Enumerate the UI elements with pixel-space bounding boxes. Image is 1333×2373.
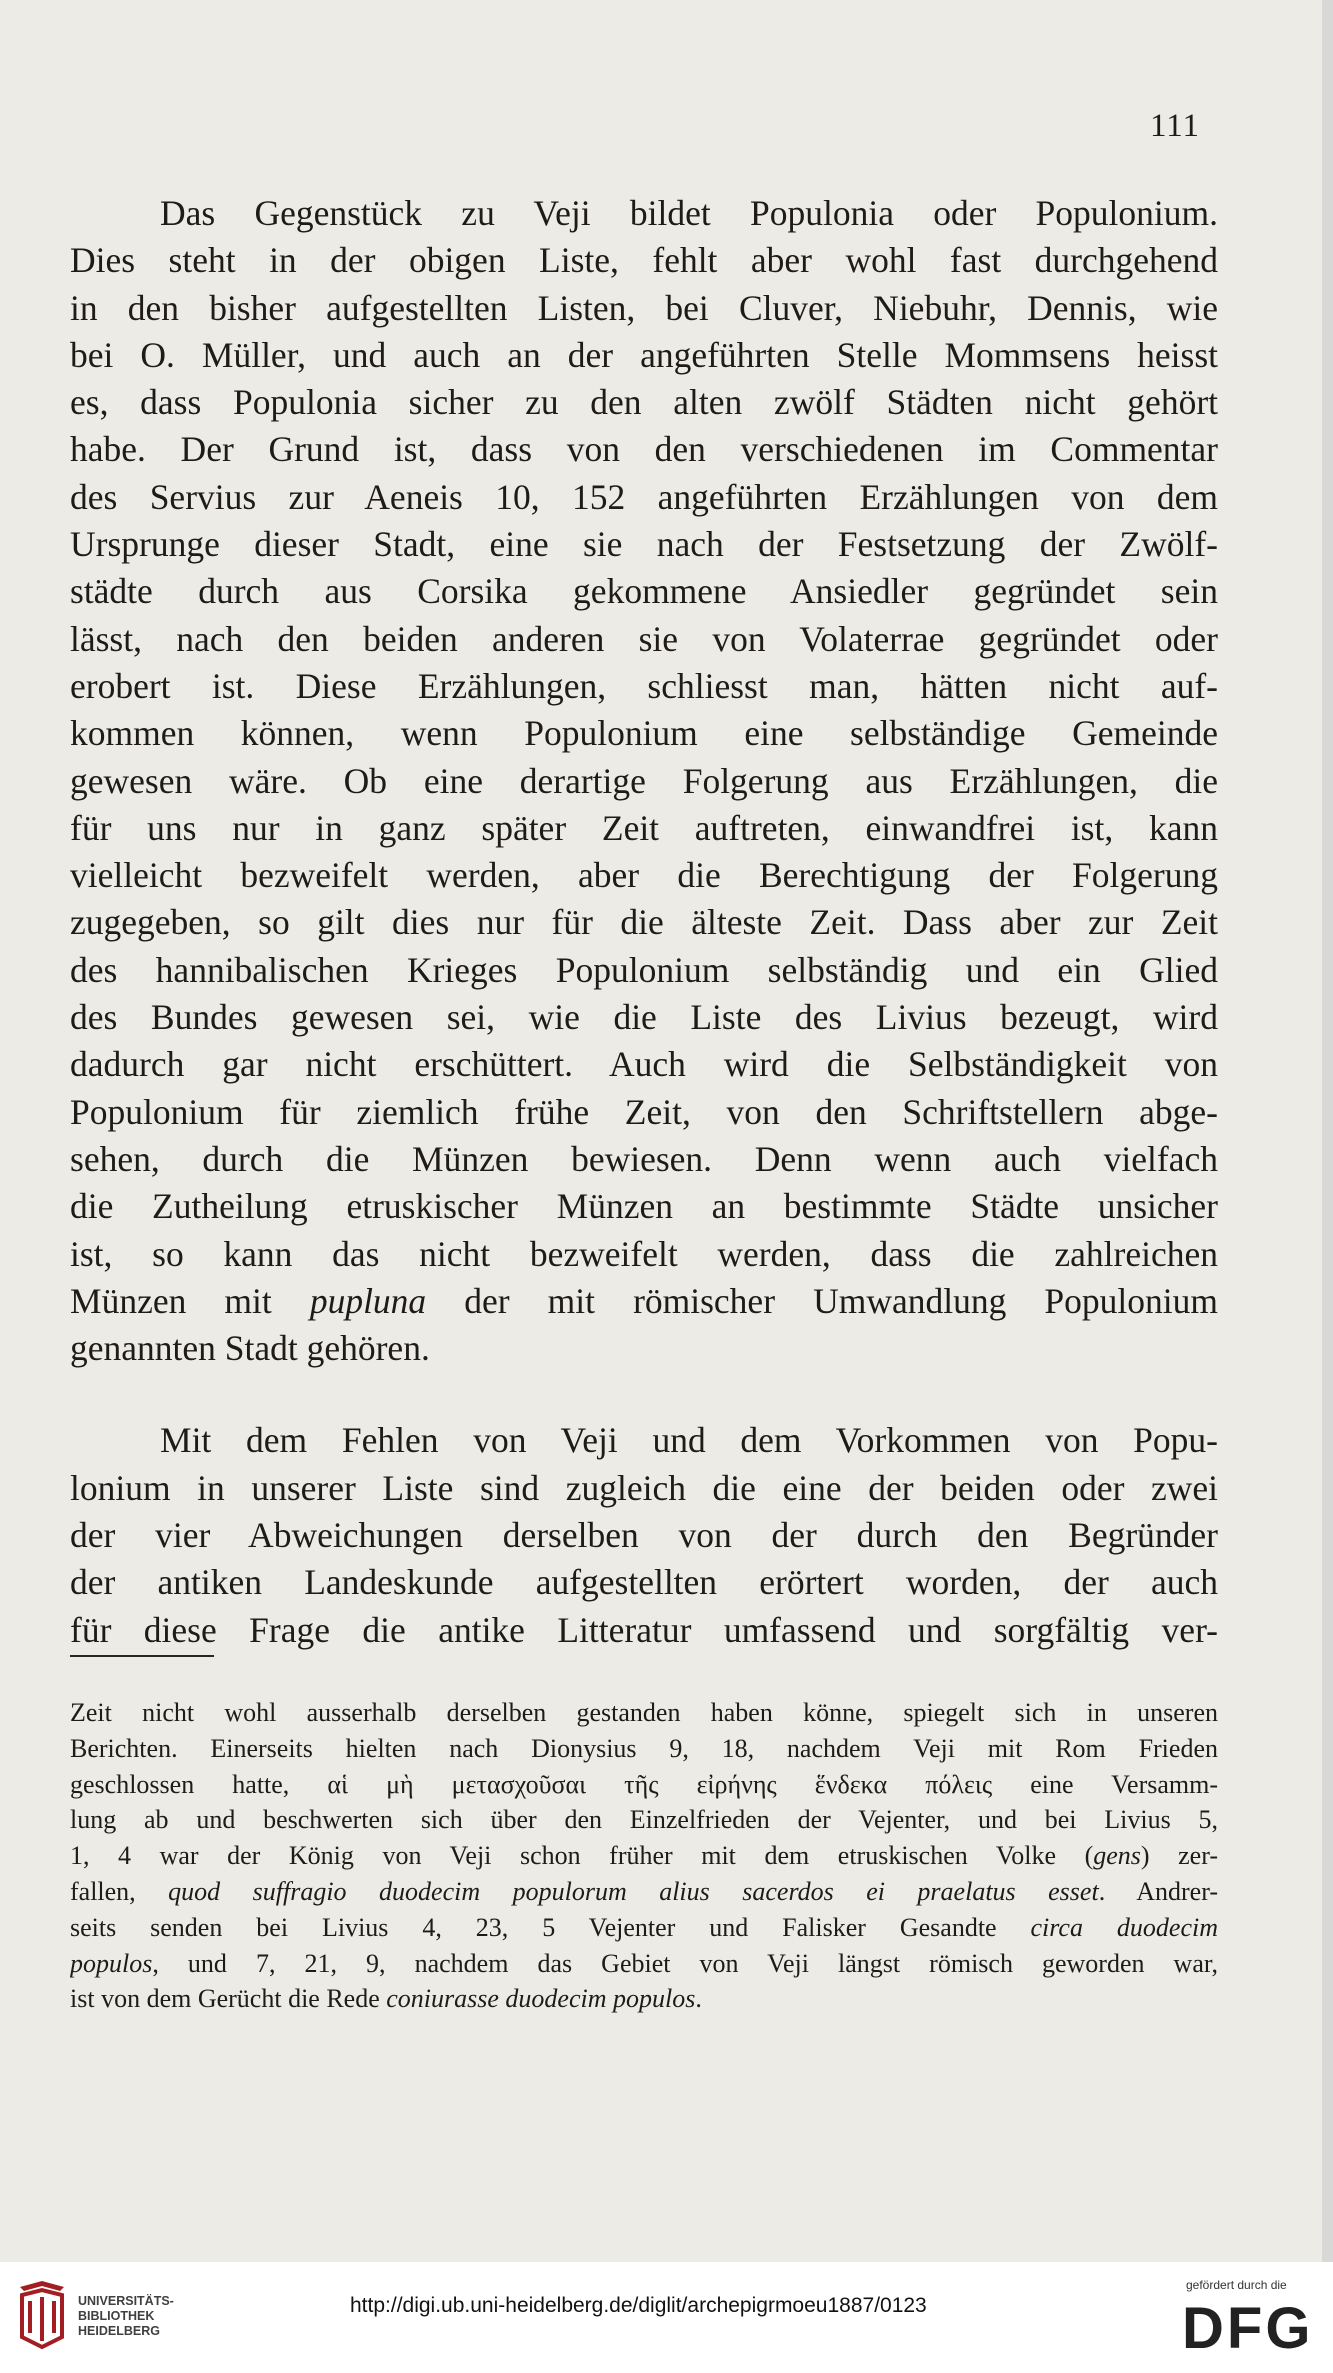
text-line: Das Gegenstück zu Veji bildet Populonia oder Populonium. bbox=[160, 193, 1218, 233]
text-line bbox=[70, 1946, 1218, 1982]
text-line: vielleicht bezweifelt werden, aber die Berechtigung der Folgerung bbox=[70, 855, 1218, 896]
text-line: zugegeben, so gilt dies nur für die älteste Zeit. Dass aber zur Zeit bbox=[70, 902, 1218, 943]
text-line: des hannibalischen Krieges Populonium selbständig und ein Glied bbox=[70, 949, 1218, 990]
text-line bbox=[70, 1838, 1218, 1874]
text-line: für diese Frage die antike Litteratur umfassend und sorgfältig ver- bbox=[70, 1609, 1218, 1650]
university-library-logo-icon bbox=[14, 2277, 72, 2359]
text-line: erobert ist. Diese Erzählungen, schliesst man, hätten nicht auf- bbox=[70, 665, 1218, 706]
text-line bbox=[70, 1981, 1218, 2017]
permalink[interactable]: http://digi.ub.uni-heidelberg.de/diglit/archepigrmoeu1887/0123 bbox=[350, 2294, 927, 2317]
italic-citation: quod suffragio duodecim populorum alius sacerdos ei praelatus esset bbox=[168, 1876, 1099, 1906]
text-line bbox=[70, 1910, 1218, 1946]
text-segment: der mit römischer Umwandlung Populonium bbox=[426, 1280, 1218, 1321]
italic-citation: gens bbox=[1093, 1841, 1141, 1871]
text-segment: geschlossen hatte, αἱ μὴ μετασχοῦσαι τῆς εἰρήνης ἕνδεκα πόλεις eine Versamm- bbox=[70, 1769, 1218, 1799]
text-line: in den bisher aufgestellten Listen, bei Cluver, Niebuhr, Dennis, wie bbox=[70, 287, 1218, 328]
text-line: dadurch gar nicht erschüttert. Auch wird die Selbständigkeit von bbox=[70, 1044, 1218, 1085]
text-line: gewesen wäre. Ob eine derartige Folgerung aus Erzählungen, die bbox=[70, 760, 1218, 801]
text-line: bei O. Müller, und auch an der angeführten Stelle Mommsens heisst bbox=[70, 334, 1218, 375]
footnote-separator bbox=[70, 1655, 214, 1657]
text-line: der antiken Landeskunde aufgestellten erörtert worden, der auch bbox=[70, 1562, 1218, 1603]
text-line: für uns nur in ganz später Zeit auftreten, einwandfrei ist, kann bbox=[70, 807, 1218, 848]
text-line: sehen, durch die Münzen bewiesen. Denn wenn auch vielfach bbox=[70, 1138, 1218, 1179]
text-line: des Bundes gewesen sei, wie die Liste des Livius bezeugt, wird bbox=[70, 997, 1218, 1038]
text-line: lonium in unserer Liste sind zugleich die eine der beiden oder zwei bbox=[70, 1467, 1218, 1508]
text-segment: , und 7, 21, 9, nachdem das Gebiet von Veji längst römisch geworden war, bbox=[152, 1948, 1218, 1978]
text-segment: . bbox=[695, 1984, 702, 2014]
text-line: ist, so kann das nicht bezweifelt werden, dass die zahlreichen bbox=[70, 1233, 1218, 1274]
text-line: der vier Abweichungen derselben von der durch den Begründer bbox=[70, 1515, 1218, 1556]
text-line: Dies steht in der obigen Liste, fehlt aber wohl fast durchgehend bbox=[70, 240, 1218, 281]
text-segment: 1, 4 war der König von Veji schon früher mit dem etruskischen Volke ( bbox=[70, 1841, 1094, 1871]
italic-citation: circa duodecim bbox=[1030, 1912, 1218, 1942]
text-line bbox=[70, 1767, 1218, 1803]
text-line: des Servius zur Aeneis 10, 152 angeführten Erzählungen von dem bbox=[70, 476, 1218, 517]
dfg-logo: DFG bbox=[1182, 2296, 1314, 2361]
text-segment: Münzen mit bbox=[70, 1280, 310, 1321]
paragraph-2 bbox=[70, 1417, 1218, 1653]
text-line: Ursprunge dieser Stadt, eine sie nach der Festsetzung der Zwölf- bbox=[70, 524, 1218, 565]
italic-term: pupluna bbox=[309, 1280, 427, 1321]
text-segment: . Andrer- bbox=[1098, 1876, 1218, 1906]
main-text bbox=[70, 190, 1218, 1654]
viewer-footer bbox=[0, 2262, 1333, 2373]
text-line: genannten Stadt gehören. bbox=[70, 1328, 430, 1369]
text-line: städte durch aus Corsika gekommene Ansiedler gegründet sein bbox=[70, 571, 1218, 612]
text-line bbox=[70, 1731, 1218, 1767]
paragraph-1 bbox=[70, 190, 1218, 1372]
funding-note: gefördert durch die bbox=[1186, 2278, 1287, 2292]
italic-citation: coniurasse duodecim populos bbox=[386, 1984, 696, 2014]
text-segment: fallen, bbox=[70, 1876, 169, 1906]
text-segment: seits senden bei Livius 4, 23, 5 Vejenter und Falisker Gesandte bbox=[70, 1912, 1031, 1942]
text-segment: ist von dem Gerücht die Rede bbox=[70, 1984, 387, 2014]
text-line: lässt, nach den beiden anderen sie von Volaterrae gegründet oder bbox=[70, 618, 1218, 659]
text-segment: Zeit nicht wohl ausserhalb derselben gestanden haben könne, spiegelt sich in unseren bbox=[70, 1698, 1218, 1727]
text-line bbox=[70, 1278, 1218, 1325]
text-line bbox=[70, 1695, 1218, 1731]
text-line bbox=[70, 1874, 1218, 1910]
page-number: 111 bbox=[1150, 108, 1201, 144]
text-line: Mit dem Fehlen von Veji und dem Vorkommen von Popu- bbox=[160, 1420, 1218, 1461]
italic-citation: populos bbox=[70, 1948, 153, 1978]
text-line bbox=[70, 1802, 1218, 1838]
text-segment: Berichten. Einerseits hielten nach Dionysius 9, 18, nachdem Veji mit Rom Frieden bbox=[70, 1733, 1218, 1763]
institution-name: UNIVERSITÄTS- BIBLIOTHEK HEIDELBERG bbox=[78, 2294, 174, 2338]
paragraph-gap bbox=[70, 1372, 1218, 1417]
text-line: es, dass Populonia sicher zu den alten zwölf Städten nicht gehört bbox=[70, 382, 1218, 423]
text-segment: lung ab und beschwerten sich über den Einzelfrieden der Vejenter, und bei Livius 5, bbox=[70, 1805, 1218, 1835]
text-line: die Zutheilung etruskischer Münzen an bestimmte Städte unsicher bbox=[70, 1186, 1218, 1227]
text-line: Populonium für ziemlich frühe Zeit, von den Schriftstellern abge- bbox=[70, 1091, 1218, 1132]
text-segment: ) zer- bbox=[1140, 1841, 1218, 1871]
text-line: habe. Der Grund ist, dass von den verschiedenen im Commentar bbox=[70, 429, 1218, 470]
text-line: kommen können, wenn Populonium eine selbständige Gemeinde bbox=[70, 713, 1218, 754]
footnote bbox=[70, 1695, 1218, 2017]
